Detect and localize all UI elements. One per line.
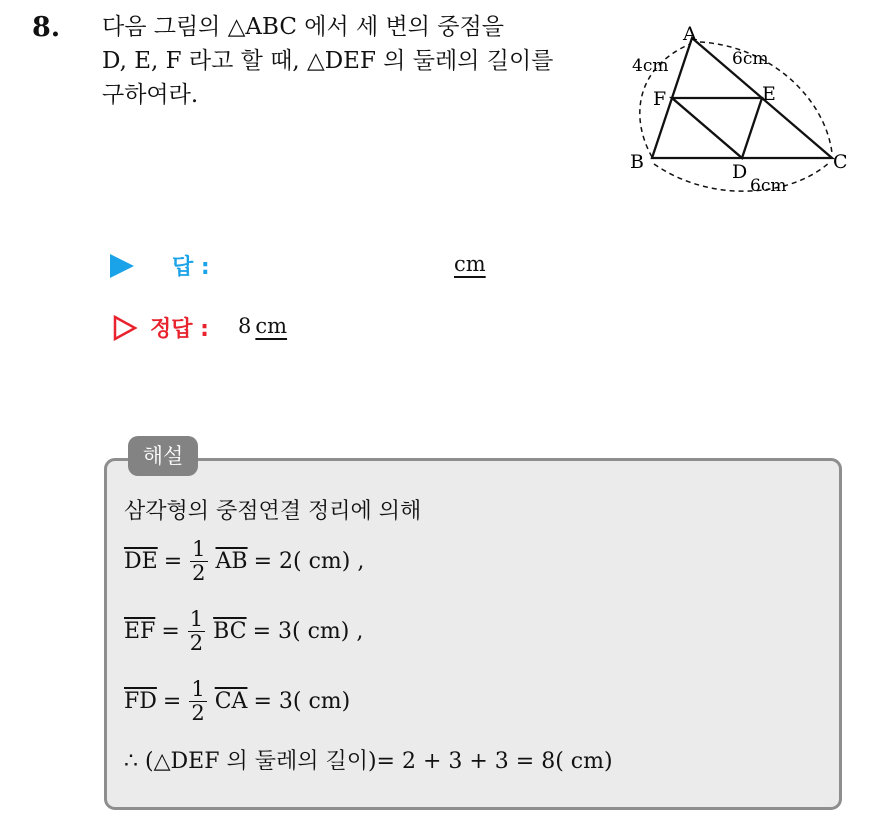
solution-tag: 해설 (128, 436, 198, 476)
segment-ab: $\overline{AB}$ (215, 549, 248, 574)
segment-ca: $\overline{CA}$ (214, 689, 248, 714)
label-d: D (732, 161, 748, 183)
solution-eq-3 (124, 678, 350, 725)
equals-sign: = (161, 619, 180, 644)
label-ab-length: 4cm (632, 56, 669, 76)
triangle-def (672, 98, 762, 158)
label-a: A (683, 23, 697, 45)
fraction-half: $\frac{1}{2}$ (192, 537, 206, 585)
solution-eq-1 (124, 538, 364, 585)
correct-number: 8 (238, 314, 252, 338)
label-ac-length: 6cm (732, 49, 769, 69)
answer-unit[interactable]: cm (454, 252, 486, 276)
correct-answer-row (112, 312, 512, 346)
solution-intro: 삼각형의 중점연결 정리에 의해 (124, 499, 422, 524)
triangle-figure (620, 18, 870, 208)
eq-1-result: = 2( cm) , (253, 549, 365, 574)
question-text (102, 10, 612, 112)
correct-unit: cm (255, 314, 288, 338)
fraction-half: $\frac{1}{2}$ (191, 677, 205, 725)
question-line-3: 구하여라. (102, 82, 199, 108)
label-f: F (653, 88, 667, 110)
correct-value (238, 314, 287, 338)
eq-3-result: = 3( cm) (253, 689, 351, 714)
answer-arrow-icon (110, 254, 134, 278)
question-line-2: D, E, F 라고 할 때, △DEF 의 둘레의 길이를 (102, 48, 554, 74)
question-line-1: 다음 그림의 △ABC 에서 세 변의 중점을 (102, 14, 504, 40)
segment-bc: $\overline{BC}$ (213, 619, 247, 644)
segment-fd: $\overline{FD}$ (124, 689, 157, 714)
correct-label: 정답 : (150, 317, 209, 342)
equals-sign: = (163, 549, 183, 574)
solution-conclusion: ∴ (△DEF 의 둘레의 길이)= 2 + 3 + 3 = 8( cm) (124, 749, 613, 774)
label-b: B (630, 151, 644, 173)
segment-de: $\overline{DE}$ (124, 549, 158, 574)
label-bc-length: 6cm (750, 176, 787, 196)
correct-arrow-icon (112, 314, 138, 342)
segment-ef: $\overline{EF}$ (124, 619, 156, 644)
eq-2-result: = 3( cm) , (252, 619, 364, 644)
label-e: E (762, 83, 776, 105)
solution-eq-2 (124, 608, 363, 655)
segment-fe-c (672, 98, 742, 158)
fraction-half: $\frac{1}{2}$ (189, 607, 204, 655)
equals-sign: = (162, 689, 182, 714)
answer-row (110, 250, 530, 284)
answer-label: 답 : (172, 255, 210, 280)
question-number: 8. (32, 12, 61, 43)
label-c: C (833, 151, 848, 173)
